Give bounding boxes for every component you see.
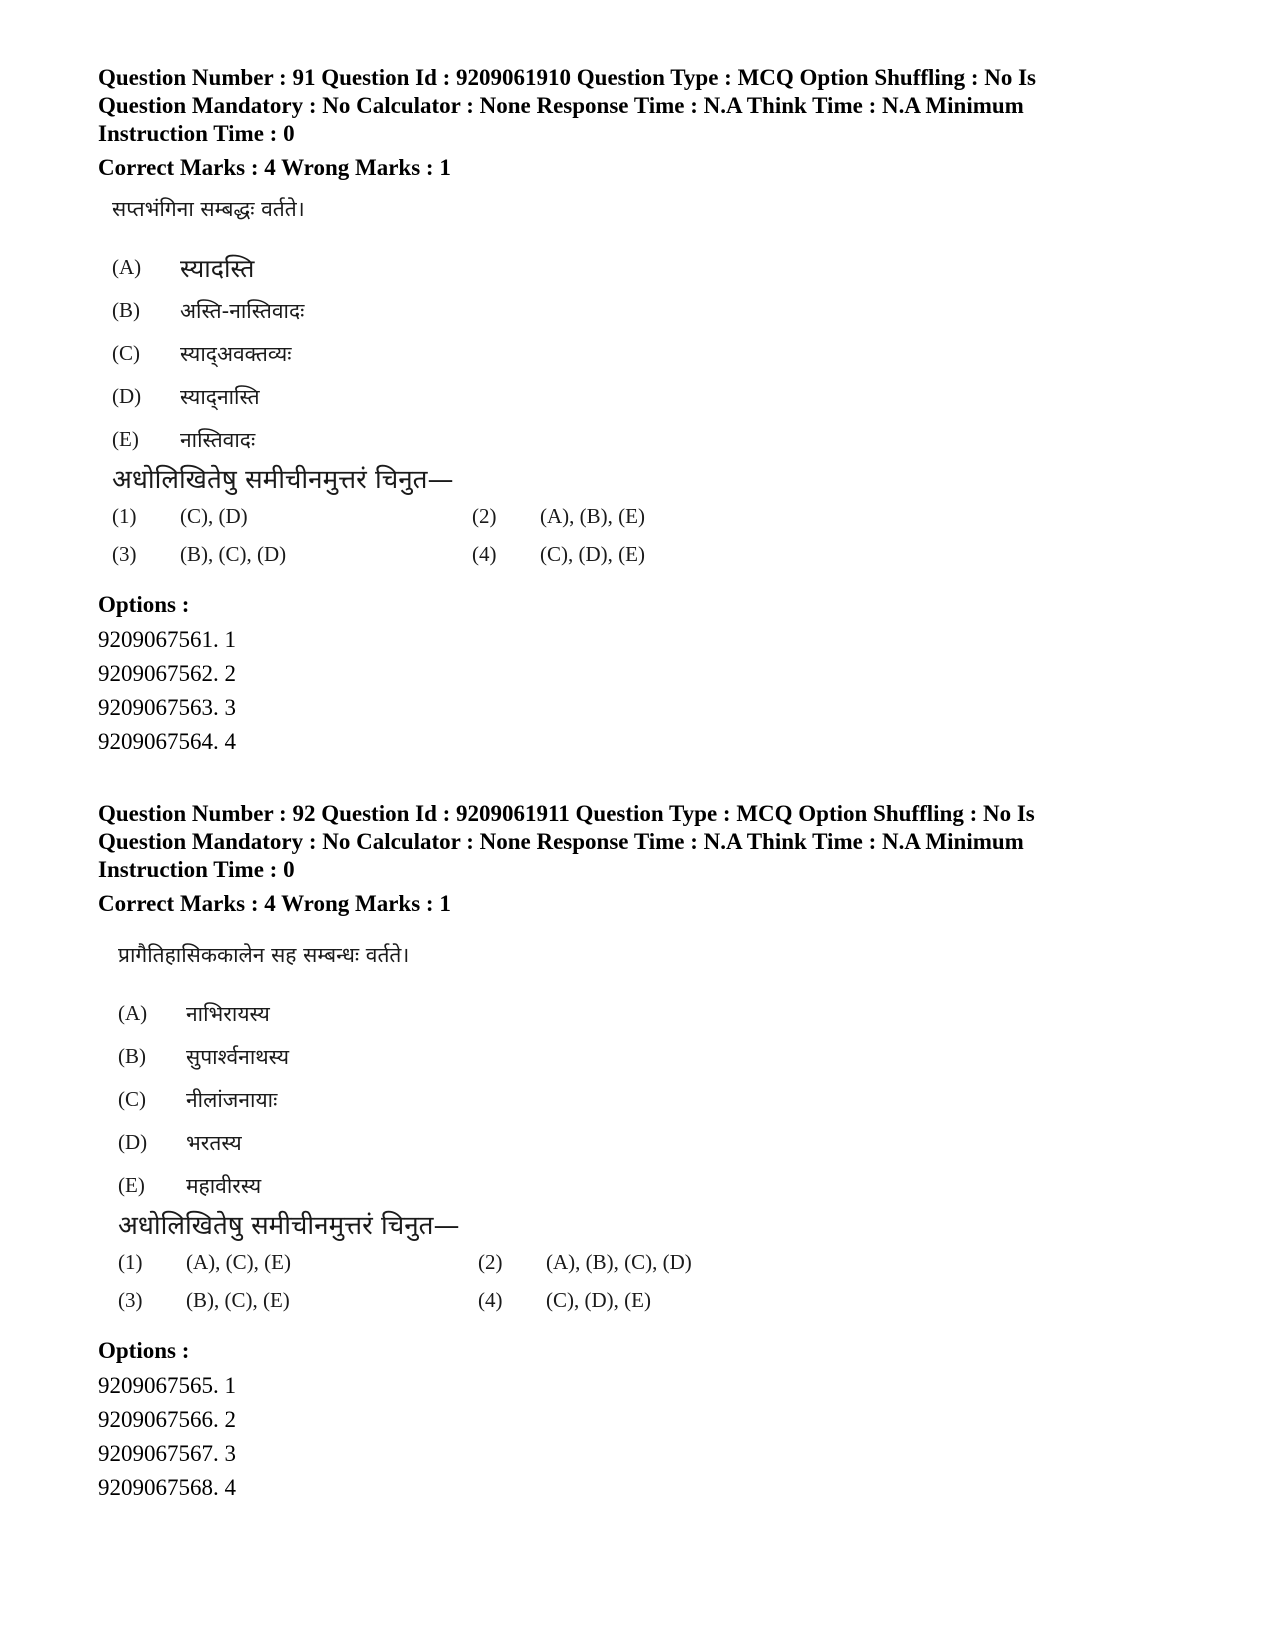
question-stem: सप्तभंगिना सम्बद्धः वर्तते। <box>112 197 305 221</box>
statement-text: स्यादस्ति <box>180 253 255 283</box>
answer-choice <box>118 1247 478 1277</box>
options-list <box>98 623 1158 759</box>
statement-item <box>118 1164 738 1207</box>
answer-choice-number: (1) <box>112 504 137 528</box>
option-item: 9209067566. 2 <box>98 1407 236 1432</box>
question-meta-line-2: Question Mandatory : No Calculator : None Response Time : N.A Think Time : N.A Minimum <box>98 93 1024 118</box>
answer-choice-text: (A), (B), (E) <box>540 504 645 528</box>
option-item: 9209067563. 3 <box>98 695 236 720</box>
option-item: 9209067567. 3 <box>98 1441 236 1466</box>
option-item: 9209067565. 1 <box>98 1373 236 1398</box>
option-item: 9209067564. 4 <box>98 729 236 754</box>
statement-list <box>118 992 738 1207</box>
statement-item <box>118 1121 738 1164</box>
answer-choice <box>472 539 732 569</box>
option-item: 9209067562. 2 <box>98 661 236 686</box>
answer-choice-text: (C), (D), (E) <box>540 542 645 566</box>
statement-item <box>118 1078 738 1121</box>
question-meta-line-3: Instruction Time : 0 <box>98 121 295 146</box>
answer-choice-number: (3) <box>112 542 137 566</box>
question-meta-line-1: Question Number : 91 Question Id : 9209061910 Question Type : MCQ Option Shuffling : No Is <box>98 65 1037 90</box>
answer-choices <box>112 501 732 569</box>
statement-text: स्याद्नास्ति <box>180 384 260 409</box>
question-stem: प्रागैतिहासिककालेन सह सम्बन्धः वर्तते। <box>118 943 410 967</box>
question-meta-line-3: Instruction Time : 0 <box>98 857 295 882</box>
answer-choice-text: (C), (D), (E) <box>546 1288 651 1312</box>
answer-choice <box>112 501 472 531</box>
statement-label: (D) <box>112 384 142 408</box>
answer-choice <box>472 501 732 531</box>
statement-text: महावीरस्य <box>186 1173 262 1198</box>
answer-instruction: अधोलिखितेषु समीचीनमुत्तरं चिनुत— <box>118 1211 460 1241</box>
answer-choice <box>478 1247 738 1277</box>
statement-item <box>112 375 732 418</box>
statement-label: (A) <box>118 1001 148 1025</box>
answer-choice-text: (A), (B), (C), (D) <box>546 1250 692 1274</box>
statement-item <box>112 289 732 332</box>
statement-text: नीलांजनायाः <box>186 1087 278 1112</box>
answer-choice-text: (B), (C), (D) <box>180 542 287 566</box>
statement-label: (B) <box>112 298 140 322</box>
statement-item <box>112 418 732 461</box>
statement-label: (A) <box>112 255 142 279</box>
statement-text: नास्तिवादः <box>180 427 256 452</box>
statement-list <box>112 246 732 461</box>
statement-label: (D) <box>118 1130 148 1154</box>
answer-choice <box>118 1285 478 1315</box>
question-meta-line-2: Question Mandatory : No Calculator : None Response Time : N.A Think Time : N.A Minimum <box>98 829 1024 854</box>
options-list <box>98 1369 1158 1505</box>
statement-item <box>112 246 732 289</box>
statement-item <box>118 1035 738 1078</box>
statement-label: (E) <box>112 427 139 451</box>
statement-label: (C) <box>112 341 140 365</box>
question-block-91 <box>98 64 1158 759</box>
answer-choice-number: (3) <box>118 1288 143 1312</box>
option-item: 9209067568. 4 <box>98 1475 236 1500</box>
answer-instruction: अधोलिखितेषु समीचीनमुत्तरं चिनुत— <box>112 465 454 495</box>
answer-choice-number: (4) <box>472 542 497 566</box>
option-item: 9209067561. 1 <box>98 627 236 652</box>
question-image <box>118 940 738 1315</box>
answer-choice-text: (B), (C), (E) <box>186 1288 290 1312</box>
answer-choice-number: (2) <box>478 1250 503 1274</box>
marks-line: Correct Marks : 4 Wrong Marks : 1 <box>98 891 451 916</box>
answer-choices <box>118 1247 738 1315</box>
answer-choice <box>112 539 472 569</box>
answer-choice-text: (C), (D) <box>180 504 248 528</box>
options-heading: Options : <box>98 592 190 617</box>
question-meta-line-1: Question Number : 92 Question Id : 9209061911 Question Type : MCQ Option Shuffling : No Is <box>98 801 1035 826</box>
statement-text: अस्ति-नास्तिवादः <box>180 298 305 323</box>
question-block-92 <box>98 800 1158 1505</box>
statement-text: सुपार्श्वनाथस्य <box>186 1044 290 1069</box>
statement-text: नाभिरायस्य <box>186 1001 270 1026</box>
statement-text: भरतस्य <box>186 1130 242 1155</box>
statement-text: स्याद्अवक्तव्यः <box>180 341 292 366</box>
question-image <box>112 194 732 569</box>
answer-choice-number: (1) <box>118 1250 143 1274</box>
marks-line: Correct Marks : 4 Wrong Marks : 1 <box>98 155 451 180</box>
answer-choice-number: (4) <box>478 1288 503 1312</box>
options-heading: Options : <box>98 1338 190 1363</box>
answer-choice-number: (2) <box>472 504 497 528</box>
statement-item <box>118 992 738 1035</box>
statement-label: (E) <box>118 1173 145 1197</box>
answer-choice <box>478 1285 738 1315</box>
question-meta <box>98 64 1158 148</box>
statement-label: (C) <box>118 1087 146 1111</box>
statement-item <box>112 332 732 375</box>
statement-label: (B) <box>118 1044 146 1068</box>
question-meta <box>98 800 1158 884</box>
answer-choice-text: (A), (C), (E) <box>186 1250 291 1274</box>
